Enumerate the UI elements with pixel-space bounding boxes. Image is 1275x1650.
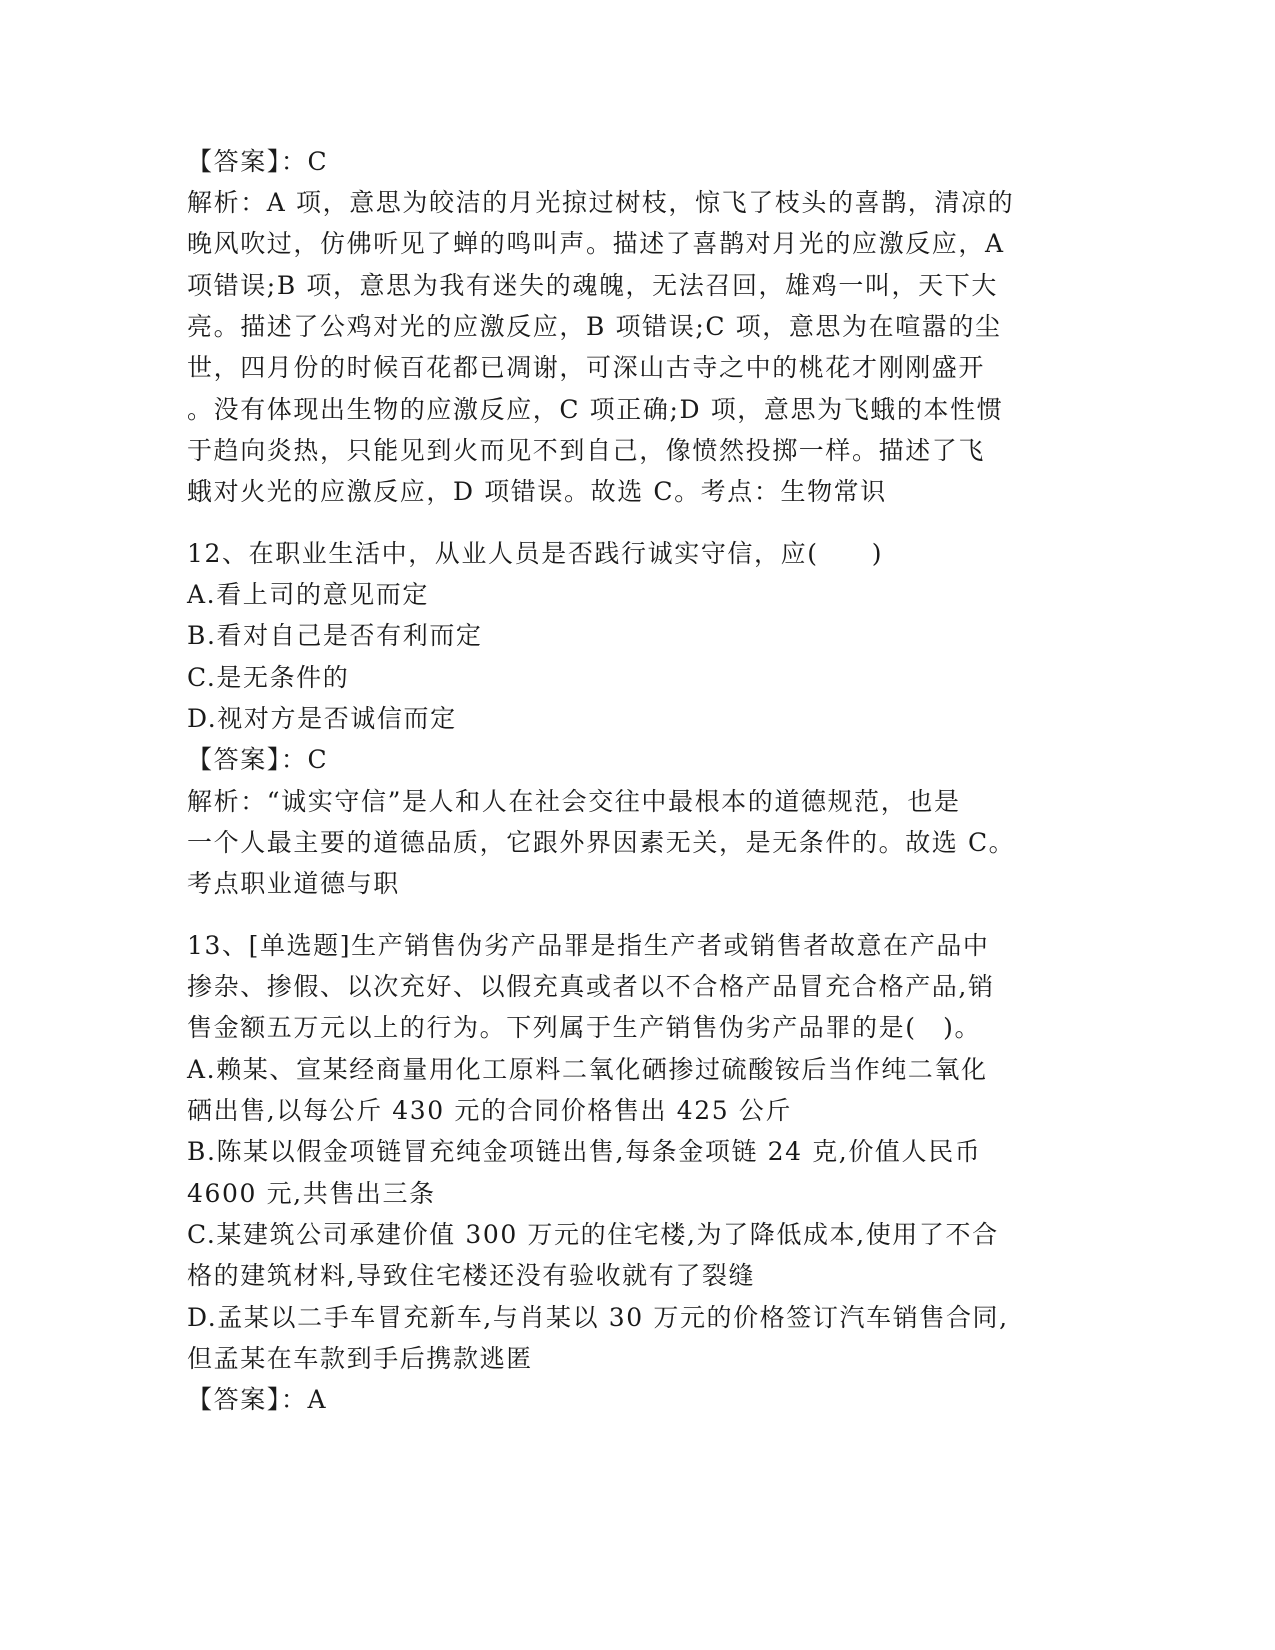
- explanation-line: 。没有体现出生物的应激反应，C 项正确;D 项，意思为飞蛾的本性惯: [187, 395, 1004, 424]
- question-13-stem: 售金额五万元以上的行为。下列属于生产销售伪劣产品罪的是( )。: [187, 1013, 982, 1042]
- question-13-option-c: 格的建筑材料,导致住宅楼还没有验收就有了裂缝: [187, 1261, 756, 1290]
- answer-line-11: 【答案】：C: [187, 147, 329, 176]
- explanation-line: 晚风吹过，仿佛听见了蝉的鸣叫声。描述了喜鹊对月光的应激反应，A: [187, 229, 1005, 258]
- explanation-line: 世，四月份的时候百花都已凋谢，可深山古寺之中的桃花才刚刚盛开: [187, 353, 986, 382]
- question-13-option-d: 但孟某在车款到手后携款逃匿: [187, 1344, 533, 1373]
- explanation-line: 于趋向炎热，只能见到火而见不到自己，像愤然投掷一样。描述了飞: [187, 436, 986, 465]
- question-12-option-b: B.看对自己是否有利而定: [187, 621, 483, 650]
- question-13-stem: 掺杂、掺假、以次充好、以假充真或者以不合格产品冒充合格产品,销: [187, 972, 995, 1001]
- question-12-option-c: C.是无条件的: [187, 663, 350, 692]
- question-12-option-d: D.视对方是否诚信而定: [187, 704, 457, 733]
- explanation-line: 项错误;B 项，意思为我有迷失的魂魄，无法召回，雄鸡一叫，天下大: [187, 271, 998, 300]
- question-13-option-b: 4600 元,共售出三条: [187, 1179, 436, 1208]
- explanation-line: 考点职业道德与职: [187, 869, 400, 898]
- explanation-line: 一个人最主要的道德品质，它跟外界因素无关，是无条件的。故选 C。: [187, 828, 1016, 857]
- explanation-line: 解析：“诚实守信”是人和人在社会交往中最根本的道德规范，也是: [187, 787, 961, 816]
- question-13-stem: 13、[单选题]生产销售伪劣产品罪是指生产者或销售者故意在产品中: [187, 931, 990, 960]
- question-13-option-c: C.某建筑公司承建价值 300 万元的住宅楼,为了降低成本,使用了不合: [187, 1220, 999, 1249]
- question-12-option-a: A.看上司的意见而定: [187, 580, 430, 609]
- explanation-line: 亮。描述了公鸡对光的应激反应，B 项错误;C 项，意思为在喧嚣的尘: [187, 312, 1002, 341]
- explanation-line: 解析：A 项，意思为皎洁的月光掠过树枝，惊飞了枝头的喜鹊，清凉的: [187, 188, 1015, 217]
- question-13-option-d: D.孟某以二手车冒充新车,与肖某以 30 万元的价格签订汽车销售合同,: [187, 1303, 1009, 1332]
- question-13-option-a: 硒出售,以每公斤 430 元的合同价格售出 425 公斤: [187, 1096, 792, 1125]
- question-13-option-b: B.陈某以假金项链冒充纯金项链出售,每条金项链 24 克,价值人民币: [187, 1137, 982, 1166]
- answer-line-12: 【答案】：C: [187, 745, 329, 774]
- question-13-option-a: A.赖某、宣某经商量用化工原料二氧化硒掺过硫酸铵后当作纯二氧化: [187, 1055, 988, 1084]
- explanation-line: 蛾对火光的应激反应，D 项错误。故选 C。考点：生物常识: [187, 477, 887, 506]
- question-12-stem: 12、在职业生活中，从业人员是否践行诚实守信，应( ): [187, 539, 884, 568]
- answer-line-13: 【答案】：A: [187, 1385, 328, 1414]
